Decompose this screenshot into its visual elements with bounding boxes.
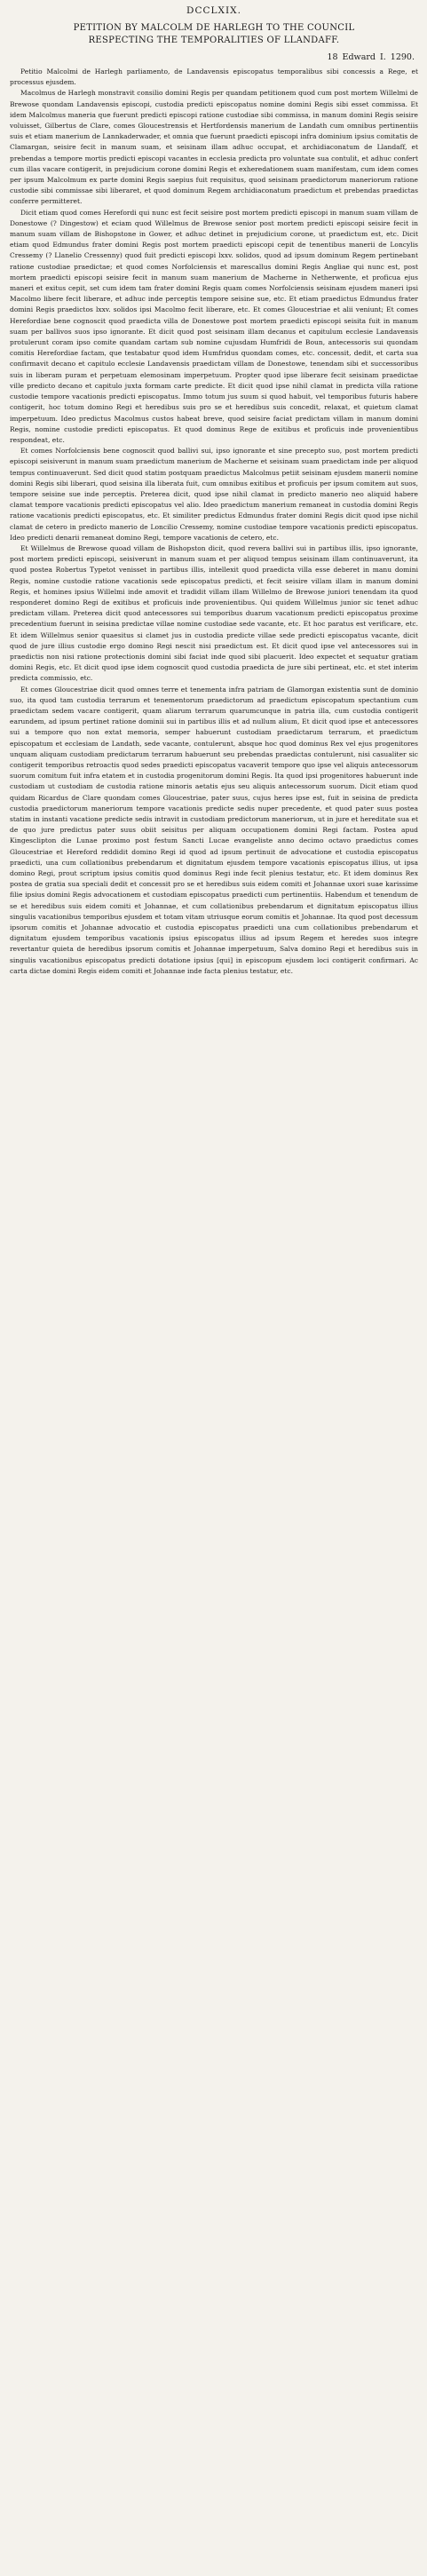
- document-body: [10, 67, 418, 2517]
- paragraph: Dicit etiam quod comes Herefordi qui nunc est fecit seisire post mortem predicti episcopi in manum suam villam de Donestowe (? Dingestow) et eciam quod Willelmus de Brewose senior post mortem predicti episcopi seisire fecit in manum suam villam de Bishopstone in Gower, et adhuc detinet in prejudicium corone, ut praedictum est, etc. Dicit etiam quod Edmundus frater domini Regis post mortem praedicti episcopi cepit de tenentibus manerii de Loncylis Cressemy (? Llanelio Cressenny) quod fuit predicti episcopi lxxv. solidos, quod ad ipsum dominum Regem pertinebant ratione custodiae praedictae; et quod comes Norfolciensis et marescallus domini Regis Angliae qui nunc est, post mortem praedicti episcopi seisire fecit in manum suam manerium de Macherne in Netherwente, et proficua ejus maneri et exitus cepit, set cum idem tam frater domini Regis quam comes Norfolciensis seisinam ejusdem maneri ipsi Macolmo libere fecit liberare, et adhuc inde perceptis tempore seisine sue, etc. Et etiam praedictus Edmundus frater domini Regis praedictos lxxv. solidos ipsi Macolmo fecit liberare, etc. Et comes Gloucestriae et alii veniunt; Et comes Herefordiae bene cognoscit quod praedicta villa de Donestowe post mortem praedicti episcopi seisita fuit in manum suam per ballivos suos ipso ignorante. Et dicit quod post seisinam illam decanus et capitulum ecclesie Landavensis protulerunt coram ipso comite quandam cartam sub nomine cujusdam Humfridi de Boun, antecessoris sui quondam comitis Herefordiae factam, que testabatur quod idem Humfridus quondam comes, etc. concessit, dedit, et carta sua confirmavit decano et capitulo ecclesie Landavensis praedictam villam de Donestowe, tenendam sibi et successoribus suis in liberam puram et perpetuam elemosinam imperpetuum. Propter quod ipse liberare fecit seisinam praedictae ville predicto decano et capitulo juxta formam carte predicte. Et dicit quod ipse nihil clamat in predicta villa ratione custodie tempore vacationis predicti episcopatus. Immo totum jus suum si quod habuit, vel temporibus futuris habere contigerit, hoc totum domino Regi et heredibus suis pro se et heredibus suis concedit, relaxat, et quietum clamat imperpetuum. Ideo predictus Macolmus custos habeat breve, quod seisire faciat predictam villam in manum domini Regis, nomine custodie predicti episcopatus. Et quod dominus Rege de exitibus et proficuis inde provenientibus respondeat, etc.: [10, 208, 418, 444]
- paragraph: Macolmus de Harlegh monstravit consilio domini Regis per quandam petitionem quod cum post mortem Willelmi de Brewose quondam Landavensis episcopi, custodia predicti episcopatus nomine domini Regis sibi esset commissa. Et idem Malcolmus maneria que fuerunt predicti episcopi ratione custodiae sibi commissa, in manum domini Regis seisire voluisset, Gilbertus de Clare, comes Gloucestrensis et Hertfordensis manerium de Landath cum omnibus pertinentiis suis et etiam manerium de Lannkaderwader, et omnia que fuerunt praedicti episcopi infra dominium ipsius comitatis de Clamargan, seisire fecit in manum suam, et seisinam illam adhuc occupat, et archidiaconatum de Llandaff, et prebendas a tempore mortis predicti episcopi vacantes in ecclesia predicta pro voluntate sua contulit, et adhuc confert cum illas vacare contigerit, in prejudicium corone domini Regis et exheredationem suam manifestam, cum idem comes per ipsum Malcolmum ex parte domini Regis saepius fuit requisitus, quod seisinam praedictorum maneriorum ratione custodie sibi commissae sibi liberaret, et quod dominum Regem archidiaconatum praedictum et prebendas praedictas conferre permitteret.: [10, 89, 418, 206]
- paragraph: Et comes Gloucestriae dicit quod omnes terre et tenementa infra patriam de Glamorgan existentia sunt de dominio suo, ita quod tam custodia terrarum et tenementorum praedictorum ad praedictum episcopatum spectantium cum praedictam sedem vacare contigerit, quam aliarum terrarum quarumcunque in patria illa, cum custodia contigerit earundem, ad ipsum pertinet ratione dominii sui in partibus illis et ad nullum alium, Et dicit quod ipse et antecessores sui a tempore quo non extat memoria, semper habuerunt custodiam praedictarum terrarum, et praedictum episcopatum et ecclesiam de Landath, sede vacante, contulerunt, absque hoc quod dominus Rex vel ejus progenitores unquam aliquam custodiam predictarum terrarum habuerunt seu prebendas praedictas contulerunt, nisi casualiter sic contigerit temporibus retroactis quod sedes praedicti episcopatus vacaverit tempore quo ipse vel aliquis antecessorum suorum comitum fuit infra etatem et in custodia progenitorum domini Regis. Ita quod ipsi progenitores habuerunt inde custodiam ut custodiam de custodia ratione minoris aetatis ejus seu aliquis antecessorum suorum. Dicit etiam quod quidam Ricardus de Clare quondam comes Gloucestriae, pater suus, cujus heres ipse est, fuit in seisina de predicta custodia praedictorum maneriorum tempore vacationis predicte sedis nuper precedente, et quod pater suus postea statim in instanti vacatione predicte sedis intravit in custodiam predictorum maneriorum, ut in jure et hereditate sua et de quo jure predictus pater suus obiit seisitus per aliquam occupationem domini Regi factam. Postea apud Kingesclipton die Lunae proximo post festum Sancti Lucae evangeliste anno decimo octavo praedictus comes Gloucestriae et Hereford reddidit domino Regi id quod ad ipsum pertinuit de advocatione et custodia episcopatus praedicti, una cum collationibus prebendarum et dignitatum ejusdem tempore vacationis episcopatus illius, ut ipsa domino Regi, prout scriptum ipsius comitis quod dominus Regi inde fecit plenius testatur, etc. Et idem dominus Rex postea de gratia sua speciali dedit et concessit pro se et heredibus suis eidem comiti et Johannae uxori suae karissime filie ipsius domini Regis advocationem et custodiam episcopatus praedicti cum pertinentiis. Habendum et tenendum de se et heredibus suis eidem comiti et Johannae, et cum collationibus prebendarum et dignitatum episcopatus illius singulis vacationibus temporibus ejusdem et totam vitam utriusque eorum comitis et Johannae. Ita quod post decessum ipsorum comitis et Johannae advocatio et custodia episcopatus praedicti una cum collationibus prebendarum et dignitatum ejusdem temporibus vacationis ipsius episcopatus illius ad ipsum Regem et heredes suos integre revertantur quieta de heredibus ipsorum comitis et Johannae imperpetuum, Salva domino Regi et heredibus suis in singulis vacationibus episcopatus predicti dotatione ipsius [qui] in episcopum ejusdem loci contigerit confirmari. Ac carta dictae domini Regis eidem comiti et Johannae inde facta plenius testatur, etc.: [10, 685, 418, 975]
- document-numeral: DCCLXIX.: [186, 5, 241, 16]
- paragraph: Et comes Norfolciensis bene cognoscit quod ballivi sui, ipso ignorante et sine precepto suo, post mortem predicti episcopi seisiverunt in manum suam praedictum manerium de Macherne et seisinam suam praedictam inde per aliquod tempus continuaverunt. Sed dicit quod statim postquam praedictus Malcolmus petiit seisinam ejusdem manerii nomine domini Regis sibi liberari, quod seisina illa liberata fuit, cum omnibus exitibus et proficuis per ipsum comitem aut suos, tempore seisine sue inde perceptis. Preterea dicit, quod ipse nihil clamat in predicto manerio neo aliquid habere clamat tempore vacationis predicti episcopatus vel alio. Ideo praedictum manerium remaneat in custodia domini Regis ratione vacationis predicti episcopatus, etc. Et similiter predictus Edmundus frater domini Regis dicit quod ipse nichil clamat de cetero in predicto manerio de Loncilio Cressemy, nomine custodiae tempore vacationis predicti episcopatus. Ideo predicti denarii remaneat domino Regi, tempore vacationis de cetero, etc.: [10, 447, 418, 542]
- document-title: [10, 22, 418, 47]
- title-line-1: PETITION BY MALCOLM DE HARLEGH TO THE COUNCIL: [73, 23, 355, 33]
- document-date: 18 Edward I. 1290.: [327, 52, 415, 62]
- paragraph: Petitio Malcolmi de Harlegh parliamento, de Landavensis episcopatus temporalibus sibi concessis a Rege, et processus ejusdem.: [10, 67, 418, 87]
- title-line-2: RESPECTING THE TEMPORALITIES OF LLANDAFF.: [88, 36, 340, 45]
- paragraph: Et Willelmus de Brewose quoad villam de Bishopston dicit, quod revera ballivi sui in partibus illis, ipso ignorante, post mortem predicti episcopi, seisiverunt in manum suam et per aliquod tempus seisinam illam continuaverunt, ita quod postea Robertus Typetot venisset in partibus illis, intellexit quod praedicta villa esse deberet in manu domini Regis, nomine custodie ratione vacationis sede episcopatus predicti, et fecit seisire villam illam in manum domini Regis, et homines ipsius Willelmi inde amovit et tradidit villam illam Willelmo de Brewose juniori tenendam ita quod responderet domino Regi de exitibus et proficuis inde provenientibus. Qui quidem Willelmus junior sic tenet adhuc predictam villam. Preterea dicit quod antecessores sui temporibus duarum vacationum predicti episcopatus proxime precedentium fuerunt in seisina predictae villae nomine custodiae sede vacante, etc. Et hoc paratus est verificare, etc. Et idem Willelmus senior quaesitus si clamet jus in custodia predicte villae sede predicti episcopatus vacante, dicit quod de jure illius custodie ergo domino Regi nescit nisi praedictum est. Et dicit quod ipse vel antecessores sui in praedictis non nisi ratione protectionis domini sibi faciat inde quod sibi placuerit. Ideo expectet et sequatur gratiam domini Regis, etc. Et dicit quod ipse idem cognoscit quod custodia praedicta de jure sibi pertineat, etc. et stet interim predicta commissio, etc.: [10, 543, 418, 683]
